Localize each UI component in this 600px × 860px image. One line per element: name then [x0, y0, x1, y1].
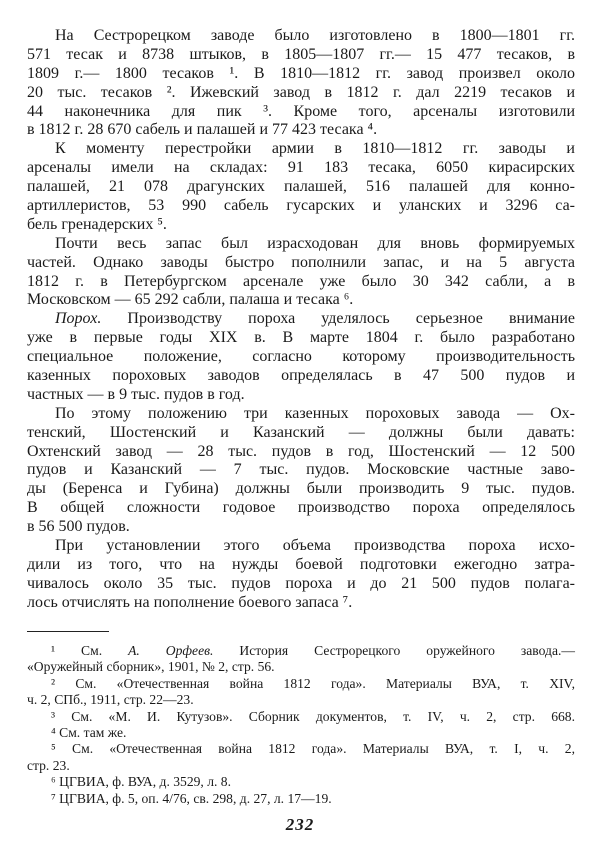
text-segment: частей. Однако заводы быстро пополнили запас, и на 5 августа: [27, 253, 575, 271]
text-segment: «Оружейный сборник», 1901, № 2, стр. 56.: [27, 659, 275, 675]
text-segment: ⁴ См. там же.: [51, 724, 127, 740]
text-line: [27, 424, 575, 443]
text-segment: 1812 г. в Петербургском арсенале уже было 30 342 сабли, а в: [27, 272, 575, 290]
page-number: 232: [285, 815, 315, 834]
text-segment: ч. 2, СПб., 1911, стр. 22—23.: [27, 692, 194, 708]
text-segment: ² См. «Отечественная война 1812 года». Материалы ВУА, т. XIV,: [51, 675, 575, 691]
text-segment: ³ См. «М. И. Кутузов». Сборник документов, т. IV, ч. 2, стр. 668.: [51, 708, 575, 724]
footnote-line: [27, 676, 575, 692]
text-segment: 44 наконечника для пик ³. Кроме того, арсеналы изготовили: [27, 102, 575, 120]
text-segment: Почти весь запас был израсходован для вновь формируемых: [55, 234, 575, 252]
text-line: [27, 310, 575, 329]
text-line: [27, 273, 575, 292]
text-line: [27, 291, 575, 310]
text-line: [27, 329, 575, 348]
footnote-divider: [27, 631, 109, 632]
footnote-line: [27, 791, 575, 807]
text-line: [27, 443, 575, 462]
text-line: [27, 367, 575, 386]
text-segment: стр. 23.: [27, 757, 70, 773]
text-segment: чивалось около 35 тыс. пудов пороха и до 21 500 пудов полага-: [27, 574, 575, 592]
footnote-line: [27, 643, 575, 659]
text-line: [27, 480, 575, 499]
text-segment: К моменту перестройки армии в 1810—1812 гг. заводы и: [55, 140, 575, 158]
footnotes: [27, 643, 575, 807]
footnote-line: [27, 741, 575, 757]
text-line: [27, 537, 575, 556]
text-line: [27, 103, 575, 122]
text-segment: тенский, Шостенский и Казанский — должны были давать:: [27, 423, 575, 441]
text-segment: частных — в 9 тыс. пудов в год.: [27, 385, 245, 403]
text-line: [27, 499, 575, 518]
text-segment: в 56 500 пудов.: [27, 518, 130, 536]
text-segment: 1809 г.— 1800 тесаков ¹. В 1810—1812 гг. завод произвел около: [27, 64, 575, 82]
text-line: [27, 178, 575, 197]
text-segment: специальное положение, согласно которому производительность: [27, 348, 575, 366]
text-segment: пудов и Казанский — 7 тыс. пудов. Московские частные заво-: [27, 461, 575, 479]
text-segment: ⁶ ЦГВИА, ф. ВУА, д. 3529, л. 8.: [51, 774, 231, 790]
text-segment: бель гренадерских ⁵.: [27, 215, 167, 233]
text-segment: История Сестрорецкого оружейного завода.—: [213, 643, 575, 658]
text-line: [27, 254, 575, 273]
text-line: [27, 461, 575, 480]
text-line: [27, 386, 575, 405]
text-line: [27, 121, 575, 140]
text-segment: лось отчислять на пополнение боевого запаса ⁷.: [27, 593, 353, 611]
italic-text: А. Орфеев.: [128, 643, 214, 658]
text-segment: Охтенский завод — 28 тыс. пудов в год, Шостенский — 12 500: [27, 442, 575, 460]
text-segment: дили из того, что на нужды боевой подготовки ежегодно затра-: [27, 555, 575, 573]
text-segment: В общей сложности годовое производство пороха определялось: [27, 499, 575, 517]
footnote-line: [27, 692, 575, 708]
text-segment: На Сестрорецком заводе было изготовлено в 1800—1801 гг.: [55, 27, 575, 44]
text-segment: уже в первые годы XIX в. В марте 1804 г. было разработано: [27, 329, 575, 347]
main-text: [27, 27, 575, 613]
text-segment: артиллеристов, 53 990 сабель гусарских и уланских и 3296 са-: [27, 197, 575, 215]
text-line: [27, 65, 575, 84]
text-segment: 20 тыс. тесаков ². Ижевский завод в 1812 г. дал 2219 тесаков и: [27, 83, 575, 101]
text-segment: ⁵ См. «Отечественная война 1812 года». Материалы ВУА, т. I, ч. 2,: [51, 741, 575, 757]
text-line: [27, 594, 575, 613]
text-segment: в 1812 г. 28 670 сабель и палашей и 77 423 тесака ⁴.: [27, 121, 378, 139]
text-line: [27, 405, 575, 424]
text-segment: При установлении этого объема производства пороха исхо-: [55, 537, 575, 555]
text-line: [27, 518, 575, 537]
text-line: [27, 197, 575, 216]
text-segment: ¹ См.: [51, 643, 129, 658]
text-line: [27, 235, 575, 254]
text-line: [27, 46, 575, 65]
text-segment: По этому положению три казенных пороховых завода — Ох-: [55, 404, 575, 422]
text-line: [27, 556, 575, 575]
footnote-line: [27, 659, 575, 675]
text-segment: палашей, 21 078 драгунских палашей, 516 палашей для конно-: [27, 178, 575, 196]
text-line: [27, 348, 575, 367]
text-line: [27, 140, 575, 159]
text-line: [27, 84, 575, 103]
text-segment: 571 тесак и 8738 штыков, в 1805—1807 гг.— 15 477 тесаков, в: [27, 45, 575, 63]
italic-text: Порох.: [55, 310, 102, 328]
text-segment: казенных пороховых заводов определялась в 47 500 пудов и: [27, 367, 575, 385]
text-line: [27, 575, 575, 594]
footnote-line: [27, 709, 575, 725]
text-line: [27, 159, 575, 178]
text-segment: Производству пороха уделялось серьезное внимание: [101, 310, 575, 328]
text-segment: арсеналы имели на складах: 91 183 тесака, 6050 кирасирских: [27, 159, 575, 177]
text-line: [27, 27, 575, 46]
footnote-line: [27, 774, 575, 790]
text-segment: Московском — 65 292 сабли, палаша и тесака ⁶.: [27, 291, 354, 309]
text-segment: ды (Беренса и Губина) должны были производить 9 тыс. пудов.: [27, 480, 575, 498]
text-segment: ⁷ ЦГВИА, ф. 5, оп. 4/76, св. 298, д. 27, л. 17—19.: [51, 790, 332, 806]
text-line: [27, 216, 575, 235]
footnote-line: [27, 758, 575, 774]
footnote-line: [27, 725, 575, 741]
